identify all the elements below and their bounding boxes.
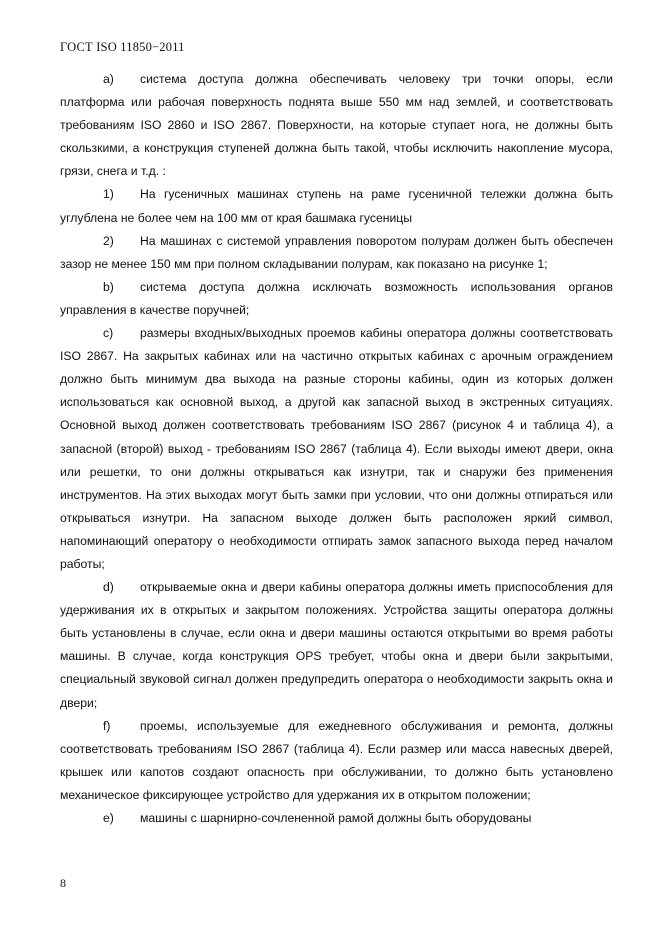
paragraph-a: [60, 68, 613, 183]
list-marker: d): [103, 580, 114, 595]
list-marker: a): [103, 72, 114, 86]
page-number: 8: [60, 876, 66, 890]
list-marker: 1): [103, 187, 114, 202]
paragraph-d: [60, 576, 613, 715]
paragraph-text: открываемые окна и двери кабины оператора должны иметь приспособления для удерживания их в открытых и закрытом положениях. Устройства защиты оператора должны быть установлены в случае, если окна и двери машины остаются открытыми во время работы машины. В случае, когда конструкция OPS требует, чтобы окна и двери были закрытыми, специальный звуковой сигнал должен предупредить оператора о необходимости закрыть окна и двери;: [60, 580, 613, 710]
paragraph-text: На машинах с системой управления поворотом полурам должен быть обеспечен зазор не менее 150 мм при полном складывании полурам, как показано на рисунке 1;: [60, 233, 613, 271]
list-marker: f): [103, 718, 111, 733]
paragraph-c: [60, 322, 613, 576]
paragraph-b: [60, 276, 613, 322]
list-marker: b): [103, 279, 114, 294]
paragraph-text: система доступа должна исключать возможность использования органов управления в качестве поручней;: [60, 279, 613, 317]
list-marker: e): [103, 811, 114, 825]
list-marker: 2): [103, 233, 114, 248]
paragraph-text: система доступа должна обеспечивать человеку три точки опоры, если платформа или рабочая поверхность поднята выше 550 мм над землей, и соответствовать требованиям ISO 2860 и ISO 2867. Поверхности, на которые ступает нога, не должны быть скользкими, а конструкция ступеней должна быть такой, чтобы исключить накопление мусора, грязи, снега и т.д. :: [60, 72, 613, 179]
paragraph-text: размеры входных/выходных проемов кабины оператора должны соответствовать ISO 2867. На закрытых кабинах или на частично открытых кабинах с арочным ограждением должно быть минимум два выхода на разные стороны кабины, один из которых должен использоваться как основной выход, а другой как запасной выход в экстренных ситуациях. Основной выход должен соответствовать требованиям ISO 2867 (рисунок 4 и таблица 4), а запасной (второй) выход - требованиям ISO 2867 (таблица 4). Если выходы имеют двери, окна или решетки, то они должны открываться как изнутри, так и снаружи без применения инструментов. На этих выходах могут быть замки при условии, что они должны отпираться или открываться изнутри. На запасном выходе должен быть расположен яркий символ, напоминающий оператору о необходимости отпирать замок запасного выхода перед началом работы;: [60, 326, 613, 571]
document-header: ГОСТ ISO 11850−2011: [60, 40, 185, 54]
paragraph-text: проемы, используемые для ежедневного обслуживания и ремонта, должны соответствовать требованиям ISO 2867 (таблица 4). Если размер или масса навесных дверей, крышек или капотов создают опасность при обслуживании, то должно быть установлено механическое фиксирующее устройство для удержания их в открытом положении;: [60, 718, 613, 802]
document-body: [60, 68, 613, 830]
list-marker: c): [103, 326, 114, 341]
paragraph-f: [60, 715, 613, 807]
paragraph-1: [60, 183, 613, 229]
paragraph-text: На гусеничных машинах ступень на раме гусеничной тележки должна быть углублена не более чем на 100 мм от края башмака гусеницы: [60, 187, 613, 225]
paragraph-2: [60, 230, 613, 276]
paragraph-e: [60, 807, 613, 830]
paragraph-text: машины с шарнирно-сочлененной рамой должны быть оборудованы: [140, 811, 532, 825]
